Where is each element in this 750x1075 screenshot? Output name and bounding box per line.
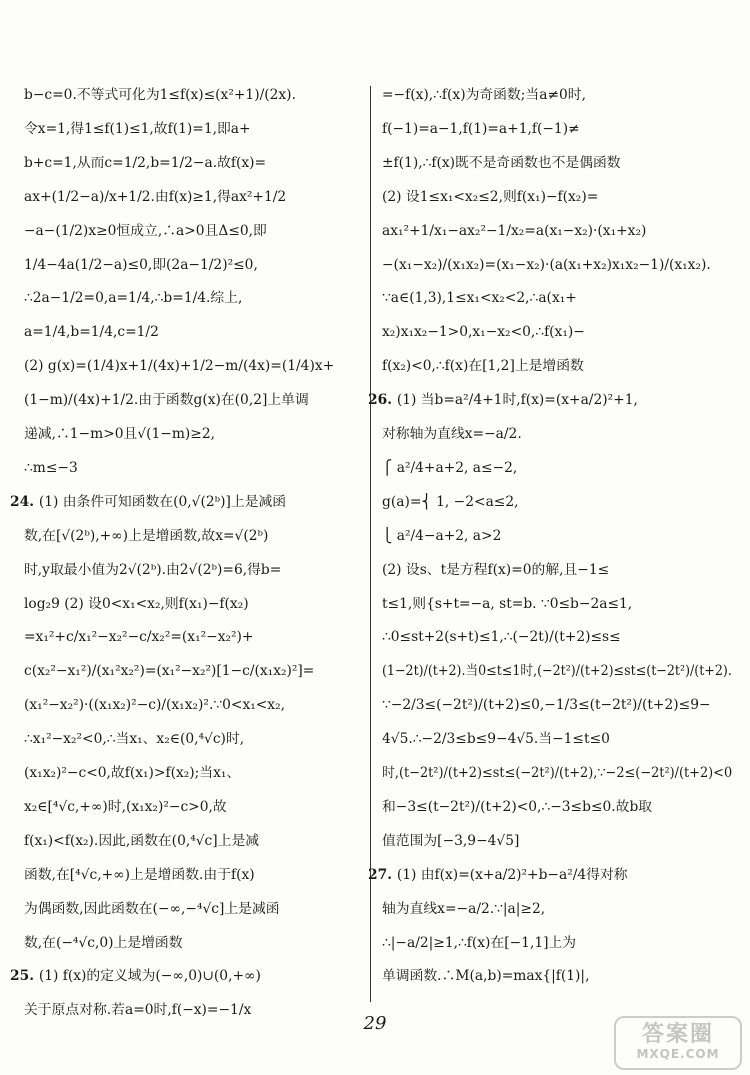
- text-content: −(x₁−x₂)/(x₁x₂)=(x₁−x₂)·(a(x₁+x₂)x₁x₂−1)/(x₁x₂).: [382, 256, 711, 273]
- text-content: 时,y取最小值为2√(2ᵇ).由2√(2ᵇ)=6,得b=: [24, 561, 282, 578]
- text-content: c(x₂²−x₁²)/(x₁²x₂²)=(x₁²−x₂²)[1−c/(x₁x₂)²]=: [24, 663, 315, 680]
- text-content: ∵a∈(1,3),1≤x₁<x₂<2,∴a(x₁+: [382, 290, 577, 307]
- text-line: [24, 527, 268, 546]
- watermark-url: MXQE.COM: [636, 1046, 720, 1061]
- text-content: =−f(x),∴f(x)为奇函数;当a≠0时,: [382, 87, 586, 103]
- text-line: [382, 425, 522, 444]
- question-number: 25.: [10, 968, 39, 985]
- text-line: [24, 154, 266, 173]
- text-content: t≤1,则{s+t=−a, st=b. ∵0≤b−2a≤1,: [382, 595, 633, 612]
- text-line: [382, 764, 732, 783]
- text-content: f(−1)=a−1,f(1)=a+1,f(−1)≠: [382, 120, 580, 137]
- text-content: (1) 由f(x)=(x+a/2)²+b−a²/4得对称: [396, 866, 628, 883]
- text-line: [24, 900, 280, 919]
- text-line: [382, 222, 646, 241]
- text-line: [24, 662, 314, 681]
- text-line: [382, 561, 609, 580]
- text-content: ∴|−a/2|≥1,∴f(x)在[−1,1]上为: [382, 934, 577, 951]
- watermark-logo: [614, 1016, 742, 1070]
- text-line: [382, 357, 584, 376]
- text-line: [382, 527, 501, 546]
- text-line: [10, 493, 286, 512]
- text-line: [24, 357, 334, 376]
- text-line: [24, 798, 227, 817]
- text-content: 时,(t−2t²)/(t+2)≤st≤(−2t²)/(t+2),∵−2≤(−2t²)/(t+2)<0: [382, 765, 733, 781]
- text-line: [24, 323, 159, 342]
- page-number: 29: [363, 1013, 387, 1034]
- text-content: 对称轴为直线x=−a/2.: [382, 426, 522, 442]
- text-content: f(x₁)<f(x₂).因此,函数在(0,⁴√c]上是减: [24, 832, 260, 849]
- text-line: [24, 595, 249, 614]
- question-number: 24.: [10, 493, 39, 510]
- text-content: (x₁²−x₂²)·((x₁x₂)²−c)/(x₁x₂)².∵0<x₁<x₂,: [24, 697, 286, 714]
- text-content: ⎩ a²/4−a+2, a>2: [382, 527, 502, 544]
- question-number: 27.: [368, 866, 397, 883]
- text-content: 单调函数.∴M(a,b)=max{|f(1)|,: [382, 968, 590, 985]
- text-content: x₂∈[⁴√c,+∞)时,(x₁x₂)²−c>0,故: [24, 798, 227, 815]
- text-line: [382, 662, 732, 681]
- text-line: [24, 696, 285, 715]
- text-content: ±f(1),∴f(x)既不是奇函数也不是偶函数: [382, 154, 621, 171]
- text-content: ax₁²+1/x₁−ax₂²−1/x₂=a(x₁−x₂)·(x₁+x₂): [382, 222, 647, 239]
- text-content: ⎧ a²/4+a+2, a≤−2,: [382, 459, 518, 476]
- text-content: f(x₂)<0,∴f(x)在[1,2]上是增函数: [382, 358, 584, 375]
- text-line: [24, 934, 183, 953]
- text-content: 递减,∴1−m>0且√(1−m)≥2,: [24, 426, 216, 442]
- text-content: (1−m)/(4x)+1/2.由于函数g(x)在(0,2]上单调: [24, 392, 309, 409]
- text-line: [382, 900, 545, 919]
- text-content: (1) f(x)的定义域为(−∞,0)∪(0,+∞): [38, 968, 261, 985]
- text-line: [382, 832, 519, 851]
- text-line: [382, 323, 585, 342]
- text-line: [382, 730, 610, 749]
- text-content: 轴为直线x=−a/2.∵|a|≥2,: [382, 900, 546, 917]
- text-content: ax+(1/2−a)/x+1/2.由f(x)≥1,得ax²+1/2: [24, 188, 287, 205]
- text-content: (1) 由条件可知函数在(0,√(2ᵇ)]上是减函: [38, 493, 287, 510]
- text-content: 值范围为[−3,9−4√5]: [382, 832, 520, 849]
- text-content: ∴m≤−3: [24, 459, 78, 476]
- text-line: [24, 764, 240, 783]
- text-content: g(a)=⎨ 1, −2<a≤2,: [382, 493, 519, 510]
- text-line: [24, 628, 254, 647]
- text-line: [382, 256, 711, 275]
- text-line: [24, 561, 281, 580]
- text-line: [382, 289, 577, 308]
- text-line: [382, 120, 580, 139]
- text-content: log₂9 (2) 设0<x₁<x₂,则f(x₁)−f(x₂): [24, 595, 249, 612]
- text-line: [24, 289, 242, 308]
- text-content: 数,在(−⁴√c,0)上是增函数: [24, 934, 183, 951]
- text-line: [382, 967, 589, 986]
- text-content: ∵−2/3≤(−2t²)/(t+2)≤0,−1/3≤(t−2t²)/(t+2)≤9−: [382, 697, 711, 714]
- text-line: [24, 256, 258, 275]
- text-line: [382, 154, 621, 173]
- text-line: [382, 628, 621, 647]
- text-content: ∴2a−1/2=0,a=1/4,∴b=1/4.综上,: [24, 290, 243, 307]
- text-content: b+c=1,从而c=1/2,b=1/2−a.故f(x)=: [24, 154, 267, 171]
- text-content: 4√5.∴−2/3≤b≤9−4√5.当−1≤t≤0: [382, 731, 610, 748]
- text-line: [24, 425, 215, 444]
- text-line: [368, 866, 628, 885]
- text-line: [24, 866, 255, 885]
- text-line: [382, 188, 598, 207]
- text-line: [382, 934, 576, 953]
- text-line: [382, 459, 517, 478]
- watermark-logo-text: 答案圈: [641, 1021, 714, 1047]
- text-content: 为偶函数,因此函数在(−∞,−⁴√c]上是减函: [24, 900, 280, 917]
- text-line: [382, 86, 586, 105]
- text-line: [382, 493, 519, 512]
- text-content: (2) g(x)=(1/4)x+1/(4x)+1/2−m/(4x)=(1/4)x+: [24, 358, 335, 375]
- text-content: x₂)x₁x₂−1>0,x₁−x₂<0,∴f(x₁)−: [382, 324, 585, 341]
- text-content: ∴0≤st+2(s+t)≤1,∴(−2t)/(t+2)≤s≤: [382, 629, 621, 646]
- text-content: ∴x₁²−x₂²<0,∴当x₁、x₂∈(0,⁴√c)时,: [24, 731, 245, 748]
- text-line: [24, 86, 296, 105]
- text-content: (1−2t)/(t+2).当0≤t≤1时,(−2t²)/(t+2)≤st≤(t−2t²)/(t+2).: [382, 663, 732, 680]
- text-line: [382, 595, 632, 614]
- text-line: [382, 696, 711, 715]
- text-line: [24, 120, 251, 139]
- text-line: [24, 730, 244, 749]
- question-number: 26.: [368, 392, 397, 409]
- text-content: (2) 设s、t是方程f(x)=0的解,且−1≤: [382, 561, 610, 578]
- text-line: [24, 222, 267, 241]
- text-content: a=1/4,b=1/4,c=1/2: [24, 324, 159, 341]
- text-content: 1/4−4a(1/2−a)≤0,即(2a−1/2)²≤0,: [24, 256, 258, 273]
- text-content: 关于原点对称.若a=0时,f(−x)=−1/x: [24, 1002, 252, 1019]
- text-line: [24, 459, 78, 478]
- text-content: =x₁²+c/x₁²−x₂²−c/x₂²=(x₁²−x₂²)+: [24, 629, 254, 646]
- text-content: b−c=0.不等式可化为1≤f(x)≤(x²+1)/(2x).: [24, 87, 296, 103]
- text-content: 数,在[√(2ᵇ),+∞)上是增函数,故x=√(2ᵇ): [24, 527, 269, 544]
- text-content: (2) 设1≤x₁<x₂≤2,则f(x₁)−f(x₂)=: [382, 188, 599, 205]
- text-line: [24, 391, 309, 410]
- text-content: 和−3≤(t−2t²)/(t+2)<0,∴−3≤b≤0.故b取: [382, 798, 653, 815]
- text-content: 令x=1,得1≤f(1)≤1,故f(1)=1,即a+: [24, 120, 251, 137]
- text-content: 函数,在[⁴√c,+∞)上是增函数.由于f(x): [24, 866, 255, 883]
- text-line: [368, 391, 638, 410]
- text-content: (x₁x₂)²−c<0,故f(x₁)>f(x₂);当x₁、: [24, 765, 241, 781]
- text-content: −a−(1/2)x≥0恒成立,∴a>0且Δ≤0,即: [24, 222, 267, 239]
- text-content: (1) 当b=a²/4+1时,f(x)=(x+a/2)²+1,: [396, 392, 638, 409]
- text-line: [10, 967, 261, 986]
- text-line: [24, 832, 259, 851]
- column-divider: [370, 86, 371, 1002]
- text-line: [24, 188, 286, 207]
- text-line: [382, 798, 652, 817]
